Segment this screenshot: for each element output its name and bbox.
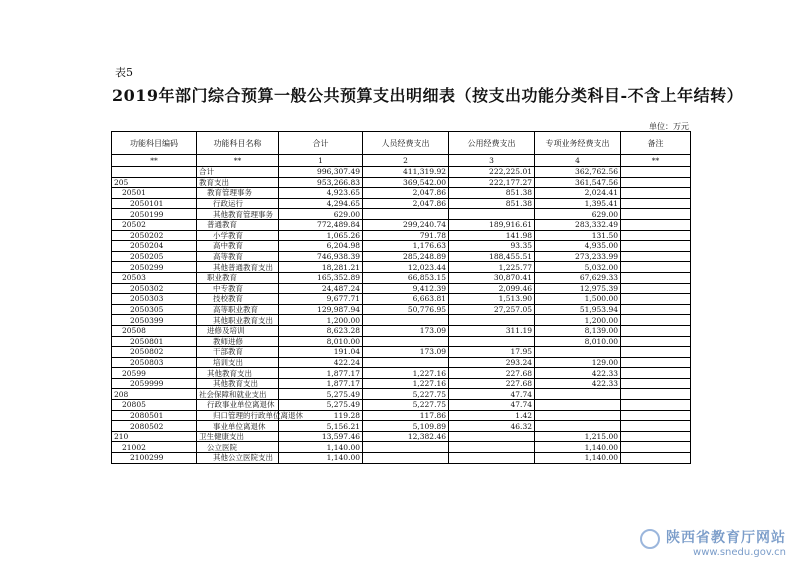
code-cell: 2050803: [112, 357, 197, 368]
personnel-cell: 6,663.81: [363, 294, 449, 305]
special-cell: 131.50: [535, 230, 621, 241]
index-row: [112, 155, 691, 167]
personnel-cell: 1,176.63: [363, 241, 449, 252]
remarks-cell: [621, 294, 691, 305]
public-cell: 141.98: [449, 230, 535, 241]
code-cell: 2050202: [112, 230, 197, 241]
special-cell: 67,629.33: [535, 272, 621, 283]
personnel-cell: [363, 336, 449, 347]
total-cell: 1,877.17: [279, 368, 363, 379]
remarks-cell: [621, 241, 691, 252]
public-cell: 30,870.41: [449, 272, 535, 283]
special-cell: [535, 421, 621, 432]
special-cell: 8,139.00: [535, 325, 621, 336]
code-cell: 2050299: [112, 262, 197, 273]
public-cell: 2,099.46: [449, 283, 535, 294]
code-cell: 2050801: [112, 336, 197, 347]
remarks-cell: [621, 198, 691, 209]
remarks-cell: [621, 167, 691, 178]
special-cell: 273,233.99: [535, 251, 621, 262]
special-cell: [535, 400, 621, 411]
name-cell: 社会保障和就业支出: [197, 389, 279, 400]
code-cell: 2050101: [112, 198, 197, 209]
table-row: [112, 198, 691, 209]
name-cell: 普通教育: [197, 219, 279, 230]
remarks-cell: [621, 431, 691, 442]
personnel-cell: 2,047.86: [363, 198, 449, 209]
table-row: [112, 188, 691, 199]
remarks-cell: [621, 251, 691, 262]
special-cell: [535, 389, 621, 400]
total-cell: 1,140.00: [279, 453, 363, 464]
table-row: [112, 272, 691, 283]
public-cell: 1,225.77: [449, 262, 535, 273]
name-cell: 教育管理事务: [197, 188, 279, 199]
code-cell: 208: [112, 389, 197, 400]
name-cell: 事业单位离退休: [197, 421, 279, 432]
public-cell: 47.74: [449, 389, 535, 400]
special-cell: 1,140.00: [535, 442, 621, 453]
table-row: [112, 262, 691, 273]
total-cell: 422.24: [279, 357, 363, 368]
total-cell: 8,623.28: [279, 325, 363, 336]
name-cell: 行政运行: [197, 198, 279, 209]
index-cell: **: [621, 155, 691, 167]
total-cell: 165,352.89: [279, 272, 363, 283]
table-row: [112, 378, 691, 389]
personnel-cell: [363, 209, 449, 220]
total-cell: 1,877.17: [279, 378, 363, 389]
remarks-cell: [621, 378, 691, 389]
name-cell: 其他职业教育支出: [197, 315, 279, 326]
code-cell: 2050399: [112, 315, 197, 326]
table-row: [112, 368, 691, 379]
name-cell: 公立医院: [197, 442, 279, 453]
code-cell: 20501: [112, 188, 197, 199]
name-cell: 技校教育: [197, 294, 279, 305]
special-cell: 1,140.00: [535, 453, 621, 464]
table-row: [112, 219, 691, 230]
remarks-cell: [621, 283, 691, 294]
code-cell: 2080502: [112, 421, 197, 432]
code-cell: 2050302: [112, 283, 197, 294]
code-cell: 20599: [112, 368, 197, 379]
name-cell: 合计: [197, 167, 279, 178]
name-cell: 教师进修: [197, 336, 279, 347]
public-cell: 227.68: [449, 368, 535, 379]
remarks-cell: [621, 400, 691, 411]
public-cell: 189,916.61: [449, 219, 535, 230]
header-total: 合计: [279, 132, 363, 155]
remarks-cell: [621, 357, 691, 368]
special-cell: 4,935.00: [535, 241, 621, 252]
personnel-cell: 5,109.89: [363, 421, 449, 432]
code-cell: 210: [112, 431, 197, 442]
public-cell: 47.74: [449, 400, 535, 411]
total-cell: 5,275.49: [279, 400, 363, 411]
personnel-cell: [363, 357, 449, 368]
public-cell: 1,513.90: [449, 294, 535, 305]
remarks-cell: [621, 188, 691, 199]
special-cell: 1,500.00: [535, 294, 621, 305]
total-cell: 629.00: [279, 209, 363, 220]
remarks-cell: [621, 230, 691, 241]
total-cell: 4,923.65: [279, 188, 363, 199]
personnel-cell: 1,227.16: [363, 378, 449, 389]
remarks-cell: [621, 410, 691, 421]
personnel-cell: 5,227.75: [363, 389, 449, 400]
public-cell: 851.38: [449, 188, 535, 199]
table-row: [112, 410, 691, 421]
public-cell: 222,225.01: [449, 167, 535, 178]
remarks-cell: [621, 325, 691, 336]
remarks-cell: [621, 304, 691, 315]
name-cell: 职业教育: [197, 272, 279, 283]
remarks-cell: [621, 177, 691, 188]
index-cell: 4: [535, 155, 621, 167]
personnel-cell: 5,227.75: [363, 400, 449, 411]
public-cell: 93.35: [449, 241, 535, 252]
table-row: [112, 209, 691, 220]
total-cell: 24,487.24: [279, 283, 363, 294]
table-row: [112, 357, 691, 368]
code-cell: 20508: [112, 325, 197, 336]
watermark-text: 陕西省教育厅网站: [666, 530, 786, 546]
personnel-cell: 117.86: [363, 410, 449, 421]
public-cell: 311.19: [449, 325, 535, 336]
header-special: 专项业务经费支出: [535, 132, 621, 155]
special-cell: [535, 410, 621, 421]
index-cell: 3: [449, 155, 535, 167]
special-cell: [535, 347, 621, 358]
remarks-cell: [621, 315, 691, 326]
name-cell: 高中教育: [197, 241, 279, 252]
personnel-cell: 173.09: [363, 347, 449, 358]
personnel-cell: [363, 453, 449, 464]
special-cell: 51,953.94: [535, 304, 621, 315]
remarks-cell: [621, 389, 691, 400]
total-cell: 5,156.21: [279, 421, 363, 432]
table-row: [112, 336, 691, 347]
personnel-cell: 12,023.44: [363, 262, 449, 273]
personnel-cell: 50,776.95: [363, 304, 449, 315]
public-cell: 46.32: [449, 421, 535, 432]
personnel-cell: [363, 442, 449, 453]
header-personnel: 人员经费支出: [363, 132, 449, 155]
name-cell: 归口管理的行政单位离退休: [197, 410, 279, 421]
special-cell: 362,762.56: [535, 167, 621, 178]
special-cell: 5,032.00: [535, 262, 621, 273]
header-public: 公用经费支出: [449, 132, 535, 155]
total-cell: 953,266.83: [279, 177, 363, 188]
remarks-cell: [621, 453, 691, 464]
code-cell: 2050204: [112, 241, 197, 252]
name-cell: 中专教育: [197, 283, 279, 294]
special-cell: 422.33: [535, 368, 621, 379]
total-cell: 9,677.71: [279, 294, 363, 305]
total-cell: 4,294.65: [279, 198, 363, 209]
personnel-cell: 369,542.00: [363, 177, 449, 188]
table-row: [112, 421, 691, 432]
total-cell: 1,200.00: [279, 315, 363, 326]
header-row: [112, 132, 691, 155]
code-cell: 205: [112, 177, 197, 188]
table-row: [112, 177, 691, 188]
total-cell: 5,275.49: [279, 389, 363, 400]
personnel-cell: 12,382.46: [363, 431, 449, 442]
special-cell: 361,547.56: [535, 177, 621, 188]
table-row: [112, 283, 691, 294]
code-cell: 2059999: [112, 378, 197, 389]
name-cell: 其他教育管理事务: [197, 209, 279, 220]
table-row: [112, 241, 691, 252]
special-cell: 629.00: [535, 209, 621, 220]
header-remarks: 备注: [621, 132, 691, 155]
personnel-cell: 285,248.89: [363, 251, 449, 262]
code-cell: 20502: [112, 219, 197, 230]
code-cell: [112, 167, 197, 178]
index-cell: 1: [279, 155, 363, 167]
total-cell: 746,938.39: [279, 251, 363, 262]
public-cell: [449, 209, 535, 220]
total-cell: 129,987.94: [279, 304, 363, 315]
code-cell: 2050205: [112, 251, 197, 262]
personnel-cell: 173.09: [363, 325, 449, 336]
index-cell: 2: [363, 155, 449, 167]
remarks-cell: [621, 272, 691, 283]
special-cell: 12,975.39: [535, 283, 621, 294]
public-cell: 293.24: [449, 357, 535, 368]
public-cell: 851.38: [449, 198, 535, 209]
special-cell: 283,332.49: [535, 219, 621, 230]
name-cell: 培训支出: [197, 357, 279, 368]
header-name: 功能科目名称: [197, 132, 279, 155]
code-cell: 2050802: [112, 347, 197, 358]
special-cell: 1,215.00: [535, 431, 621, 442]
code-cell: 20503: [112, 272, 197, 283]
index-cell: **: [197, 155, 279, 167]
personnel-cell: 9,412.39: [363, 283, 449, 294]
table-row: [112, 251, 691, 262]
table-row: [112, 389, 691, 400]
special-cell: 8,010.00: [535, 336, 621, 347]
remarks-cell: [621, 262, 691, 273]
budget-table: [111, 131, 691, 464]
personnel-cell: 791.78: [363, 230, 449, 241]
code-cell: 2100299: [112, 453, 197, 464]
total-cell: 13,597.46: [279, 431, 363, 442]
remarks-cell: [621, 219, 691, 230]
code-cell: 20805: [112, 400, 197, 411]
index-cell: **: [112, 155, 197, 167]
personnel-cell: 2,047.86: [363, 188, 449, 199]
name-cell: 卫生健康支出: [197, 431, 279, 442]
code-cell: 21002: [112, 442, 197, 453]
remarks-cell: [621, 421, 691, 432]
name-cell: 行政事业单位离退休: [197, 400, 279, 411]
public-cell: 222,177.27: [449, 177, 535, 188]
public-cell: [449, 315, 535, 326]
public-cell: 227.68: [449, 378, 535, 389]
table-row: [112, 325, 691, 336]
remarks-cell: [621, 442, 691, 453]
total-cell: 191.04: [279, 347, 363, 358]
name-cell: 进修及培训: [197, 325, 279, 336]
name-cell: 其他公立医院支出: [197, 453, 279, 464]
total-cell: 1,065.26: [279, 230, 363, 241]
page-title: 2019年部门综合预算一般公共预算支出明细表（按支出功能分类科目-不含上年结转）: [112, 86, 744, 105]
name-cell: 高等教育: [197, 251, 279, 262]
remarks-cell: [621, 209, 691, 220]
name-cell: 小学教育: [197, 230, 279, 241]
name-cell: 高等职业教育: [197, 304, 279, 315]
total-cell: 18,281.21: [279, 262, 363, 273]
public-cell: [449, 336, 535, 347]
public-cell: [449, 431, 535, 442]
table-row: [112, 431, 691, 442]
table-row: [112, 347, 691, 358]
public-cell: 188,455.51: [449, 251, 535, 262]
public-cell: 17.95: [449, 347, 535, 358]
personnel-cell: 299,240.74: [363, 219, 449, 230]
total-cell: 772,489.84: [279, 219, 363, 230]
public-cell: 27,257.05: [449, 304, 535, 315]
name-cell: 其他教育支出: [197, 378, 279, 389]
code-cell: 2050303: [112, 294, 197, 305]
table-number: 表5: [115, 66, 133, 79]
personnel-cell: [363, 315, 449, 326]
code-cell: 2080501: [112, 410, 197, 421]
table-row: [112, 315, 691, 326]
table-row: [112, 400, 691, 411]
special-cell: 129.00: [535, 357, 621, 368]
table-row: [112, 304, 691, 315]
total-cell: 8,010.00: [279, 336, 363, 347]
remarks-cell: [621, 368, 691, 379]
watermark-url: www.snedu.gov.cn: [693, 547, 786, 558]
public-cell: [449, 442, 535, 453]
special-cell: 2,024.41: [535, 188, 621, 199]
table-row: [112, 442, 691, 453]
table-row: [112, 294, 691, 305]
public-cell: 1.42: [449, 410, 535, 421]
table-row: [112, 453, 691, 464]
code-cell: 2050199: [112, 209, 197, 220]
remarks-cell: [621, 336, 691, 347]
special-cell: 1,200.00: [535, 315, 621, 326]
total-cell: 996,307.49: [279, 167, 363, 178]
table-row: [112, 167, 691, 178]
name-cell: 干部教育: [197, 347, 279, 358]
public-cell: [449, 453, 535, 464]
personnel-cell: 411,319.92: [363, 167, 449, 178]
special-cell: 1,395.41: [535, 198, 621, 209]
total-cell: 119.28: [279, 410, 363, 421]
site-logo-icon: [640, 529, 660, 549]
total-cell: 6,204.98: [279, 241, 363, 252]
site-watermark: [666, 527, 786, 558]
unit-label: 单位：万元: [649, 122, 689, 131]
personnel-cell: 1,227.16: [363, 368, 449, 379]
name-cell: 其他普通教育支出: [197, 262, 279, 273]
name-cell: 教育支出: [197, 177, 279, 188]
remarks-cell: [621, 347, 691, 358]
header-code: 功能科目编码: [112, 132, 197, 155]
total-cell: 1,140.00: [279, 442, 363, 453]
personnel-cell: 66,853.15: [363, 272, 449, 283]
table-row: [112, 230, 691, 241]
name-cell: 其他教育支出: [197, 368, 279, 379]
code-cell: 2050305: [112, 304, 197, 315]
special-cell: 422.33: [535, 378, 621, 389]
